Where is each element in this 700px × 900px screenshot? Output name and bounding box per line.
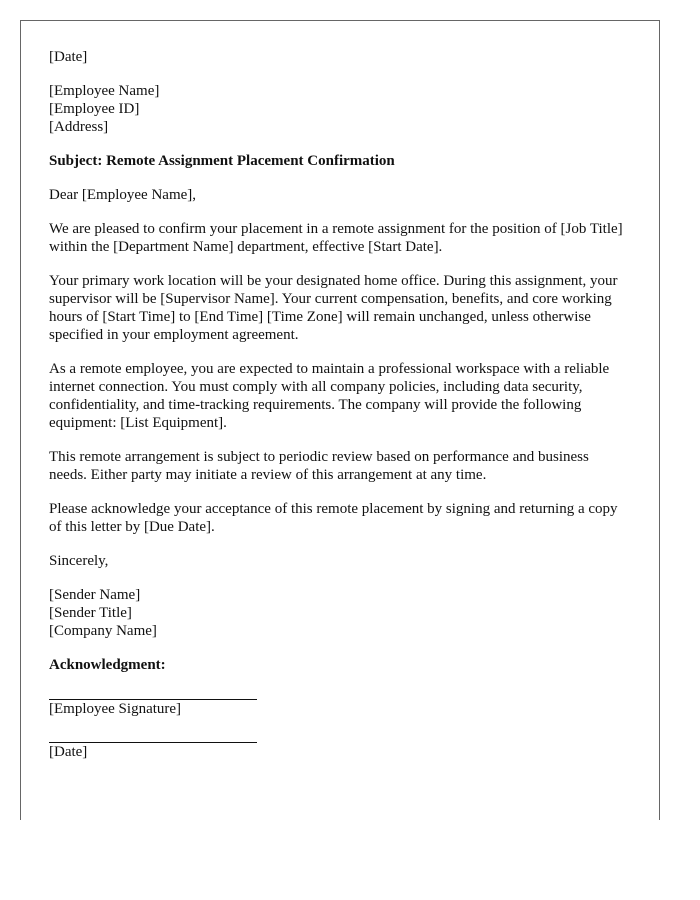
recipient-id: [Employee ID] [49, 101, 140, 117]
letter-date: [Date] [49, 49, 88, 65]
date-label: [Date] [49, 744, 88, 760]
letter-subject: Subject: Remote Assignment Placement Confirmation [49, 153, 395, 169]
recipient-address: [Address] [49, 119, 109, 135]
paragraph-work-location: Your primary work location will be your designated home office. During this assignment, your supervisor will be [Supervisor Name]. Your current compensation, benefits, and core working hours of [Start Time] to [End Time] [Time Zone] will remain unchanged, unless otherwise specified in your employment agreement. [49, 273, 618, 343]
salutation: Dear [Employee Name], [49, 187, 197, 203]
recipient-name: [Employee Name] [49, 83, 160, 99]
sender-title: [Sender Title] [49, 605, 132, 621]
paragraph-review: This remote arrangement is subject to periodic review based on performance and business needs. Either party may initiate a review of this arrangement at any time. [49, 449, 589, 483]
acknowledgment-heading: Acknowledgment: [49, 657, 166, 673]
sender-block [49, 586, 629, 640]
sender-name: [Sender Name] [49, 587, 141, 603]
paragraph-placement: We are pleased to confirm your placement in a remote assignment for the position of [Job Title] within the [Department Name] department, effective [Start Date]. [49, 221, 623, 255]
employee-signature-label: [Employee Signature] [49, 701, 182, 717]
date-signature-field [49, 742, 629, 761]
recipient-block [49, 82, 629, 136]
paragraph-expectations: As a remote employee, you are expected to maintain a professional workspace with a reliable internet connection. You must comply with all company policies, including data security, confidentiality, and time-tracking requirements. The company will provide the following equipment: [List Equipment]. [49, 361, 610, 431]
sender-company: [Company Name] [49, 623, 157, 639]
closing: Sincerely, [49, 553, 109, 569]
letter-body [49, 48, 629, 785]
letter-page [20, 20, 660, 820]
paragraph-acknowledge-request: Please acknowledge your acceptance of this remote placement by signing and returning a copy of this letter by [Due Date]. [49, 501, 618, 535]
employee-signature-field [49, 699, 629, 718]
